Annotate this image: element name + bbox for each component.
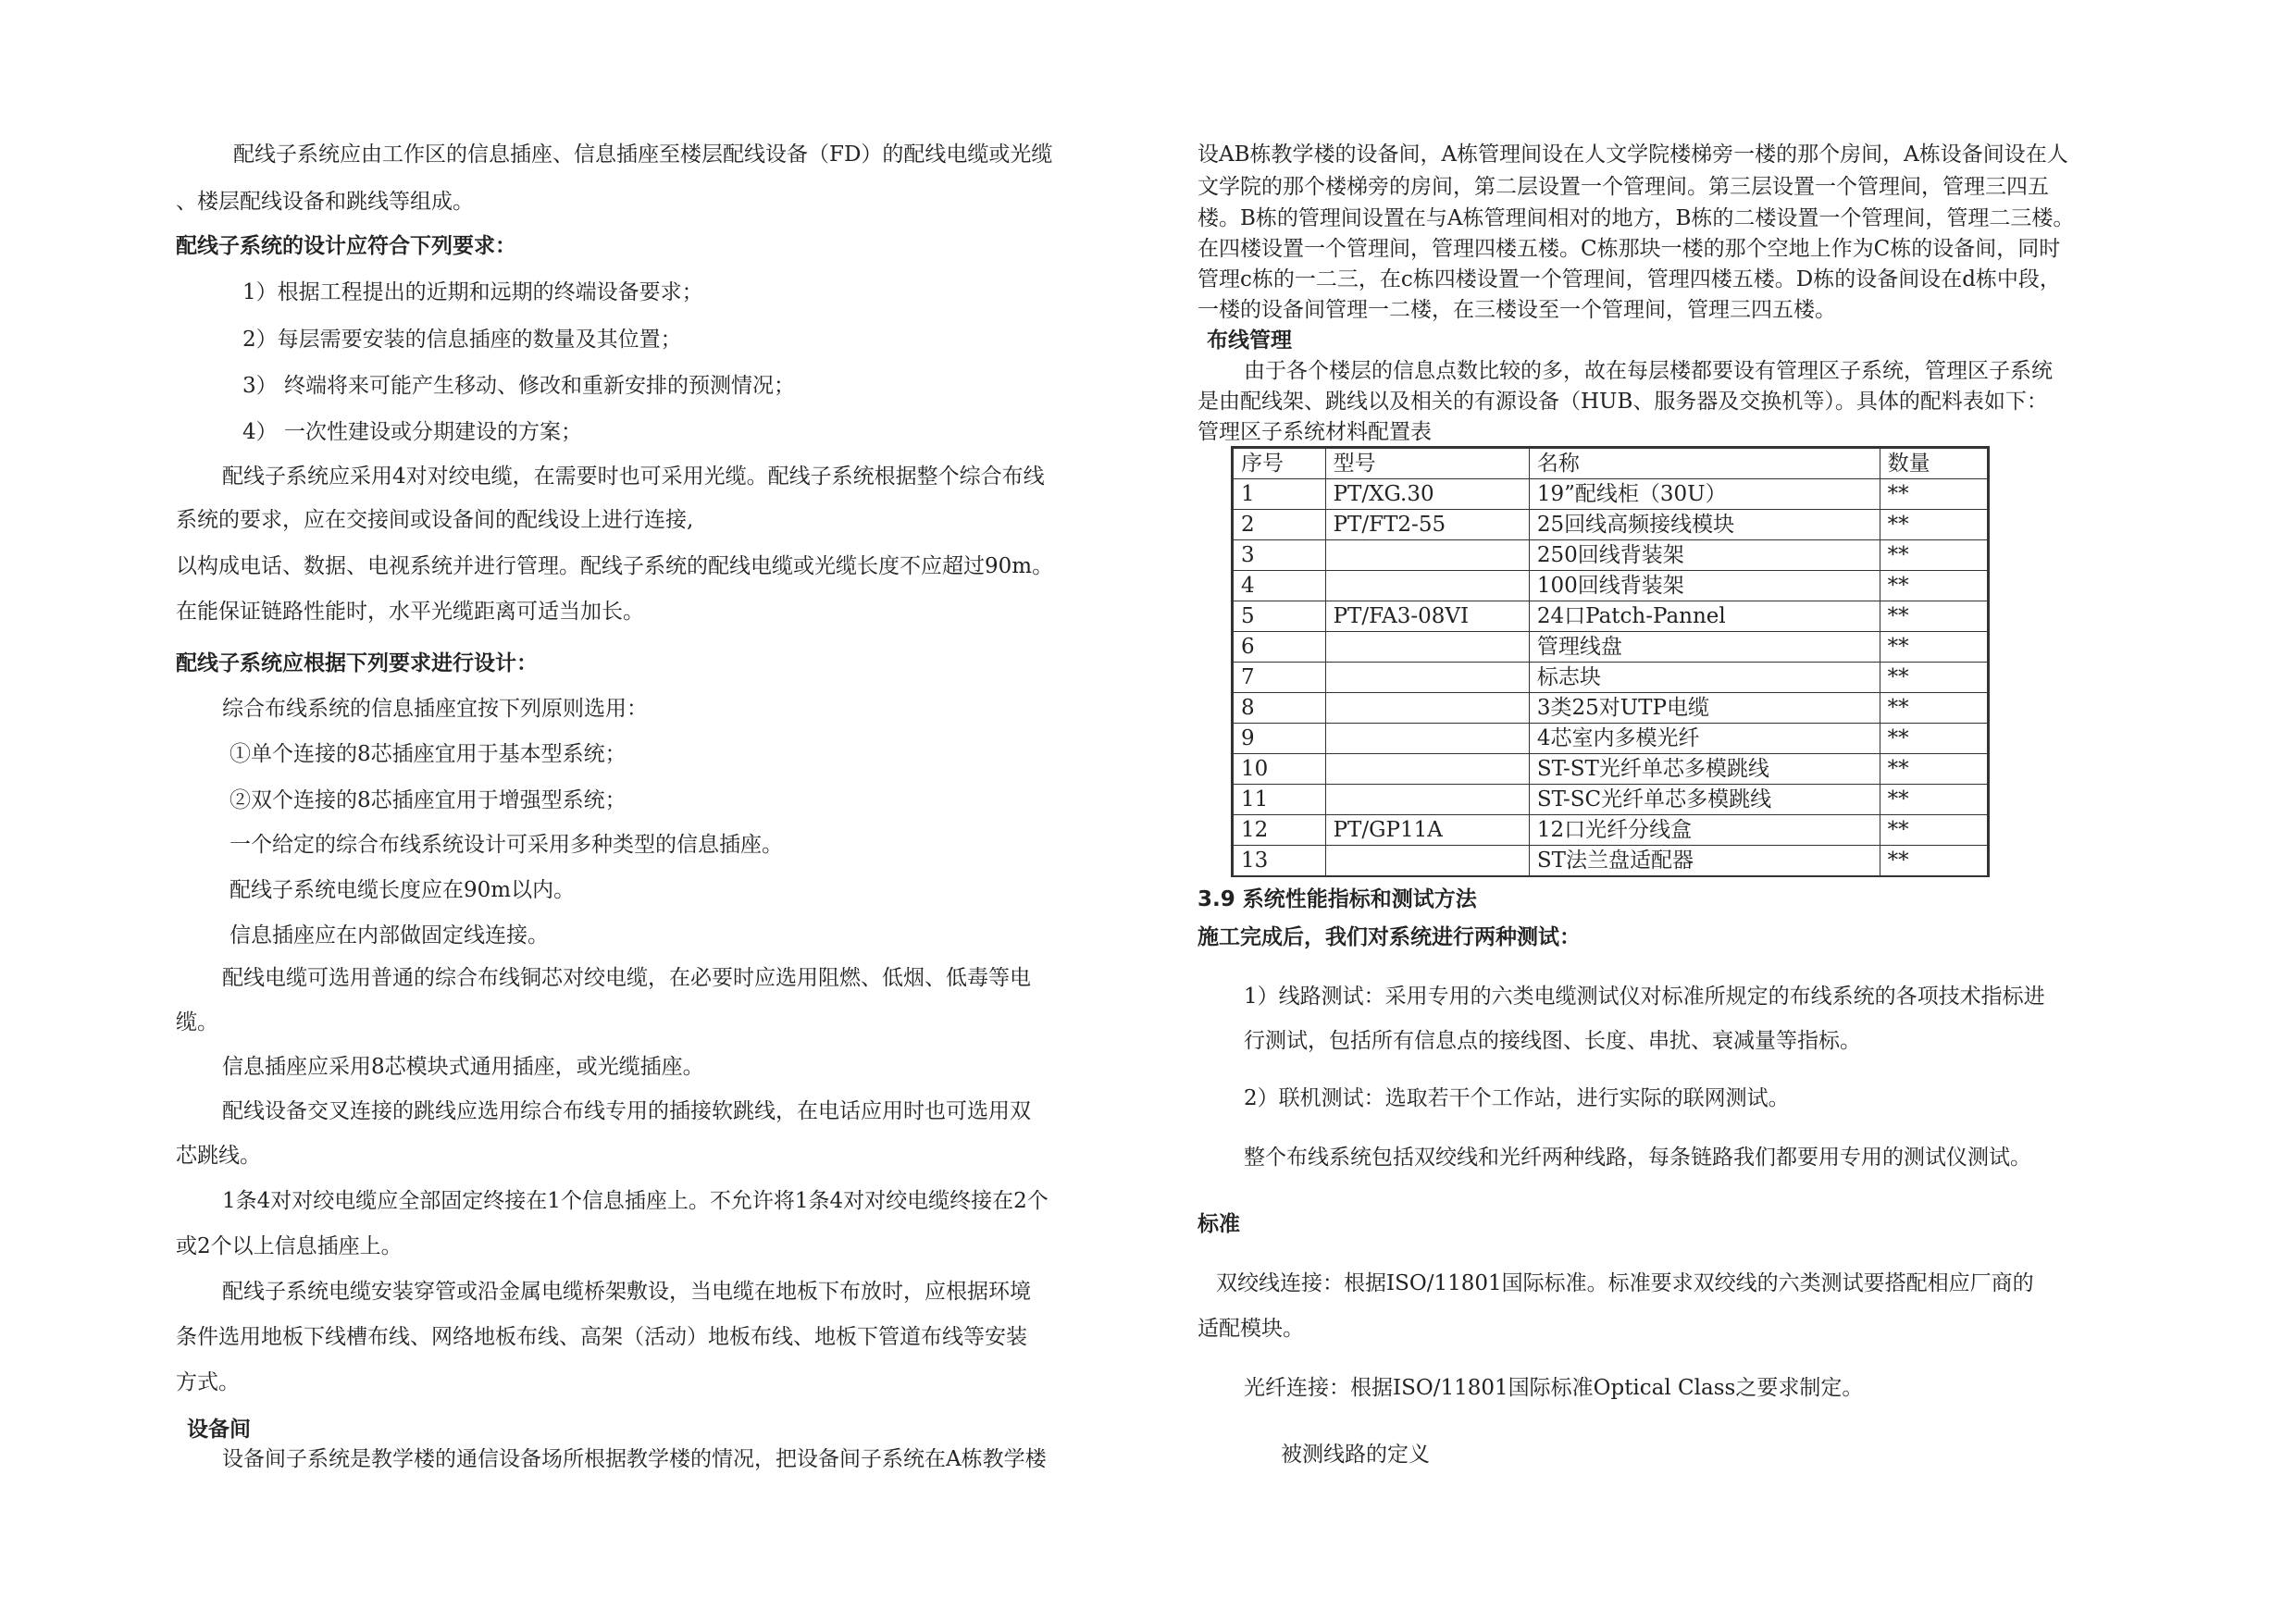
paragraph-line: 设备间子系统是教学楼的通信设备场所根据教学楼的情况，把设备间子系统在A栋教学楼 [222,1447,1047,1471]
paragraph-line: 被测线路的定义 [1281,1443,1430,1467]
paragraph-line: 在四楼设置一个管理间，管理四楼五楼。C栋那块一楼的那个空地上作为C栋的设备间，同时 [1198,237,2061,261]
materials-table [1231,446,1990,877]
cell-model [1325,785,1529,815]
paragraph-line: 信息插座应采用8芯模块式通用插座，或光缆插座。 [222,1055,704,1079]
cell-quantity: ** [1880,510,1988,540]
list-item: 1）线路测试：采用专用的六类电缆测试仪对标准所规定的布线系统的各项技术指标进 [1244,985,2045,1009]
paragraph-line: 在能保证链路性能时，水平光缆距离可适当加长。 [176,600,644,624]
paragraph-line: 由于各个楼层的信息点数比较的多，故在每层楼都要设有管理区子系统，管理区子系统 [1244,359,2053,383]
table-row [1233,663,1989,693]
cell-name: 19”配线柜（30U） [1529,479,1880,510]
paragraph-line: 配线子系统电缆安装穿管或沿金属电缆桥架敷设，当电缆在地板下布放时，应根据环境 [222,1280,1031,1304]
cell-name: ST-ST光纤单芯多模跳线 [1529,754,1880,785]
paragraph-line: 1条4对对绞电缆应全部固定终接在1个信息插座上。不允许将1条4对对绞电缆终接在2个 [222,1189,1049,1213]
cell-index: 6 [1233,632,1326,663]
paragraph-line: 、楼层配线设备和跳线等组成。 [176,190,474,214]
cell-index: 4 [1233,571,1326,601]
cell-quantity: ** [1880,846,1988,877]
list-item: ①单个连接的8芯插座宜用于基本型系统； [230,742,627,766]
cell-quantity: ** [1880,540,1988,571]
table-caption: 管理区子系统材料配置表 [1198,420,1432,444]
table-row [1233,754,1989,785]
table-row [1233,510,1989,540]
cell-model [1325,724,1529,754]
cell-name: 100回线背装架 [1529,571,1880,601]
list-item: 4） 一次性建设或分期建设的方案； [242,420,582,444]
cell-index: 13 [1233,846,1326,877]
cell-model [1325,632,1529,663]
table-row [1233,571,1989,601]
table-row [1233,540,1989,571]
cell-quantity: ** [1880,479,1988,510]
table-row [1233,632,1989,663]
paragraph-line: 配线电缆可选用普通的综合布线铜芯对绞电缆，在必要时应选用阻燃、低烟、低毒等电 [222,966,1031,990]
cell-index: 1 [1233,479,1326,510]
paragraph-line: 信息插座应在内部做固定线连接。 [230,923,549,948]
cell-quantity: ** [1880,815,1988,846]
paragraph-line: 系统的要求，应在交接间或设备间的配线设上进行连接, [176,508,694,532]
paragraph-line: 适配模块。 [1198,1317,1304,1341]
list-item: 行测试，包括所有信息点的接线图、长度、串扰、衰减量等指标。 [1244,1029,1861,1053]
table-row [1233,815,1989,846]
cell-name: 24口Patch-Pannel [1529,601,1880,632]
paragraph-line: 配线子系统应由工作区的信息插座、信息插座至楼层配线设备（FD）的配线电缆或光缆 [233,142,1053,167]
paragraph-line: 以构成电话、数据、电视系统并进行管理。配线子系统的配线电缆或光缆长度不应超过90m。 [176,554,1054,578]
section-heading: 配线子系统的设计应符合下列要求： [176,234,516,258]
paragraph-line: 双绞线连接：根据ISO/11801国际标准。标准要求双绞线的六类测试要搭配相应厂商的 [1216,1271,2034,1295]
section-heading: 标准 [1198,1212,1240,1236]
cell-index: 10 [1233,754,1326,785]
list-item: 2）联机测试：选取若干个工作站，进行实际的联网测试。 [1244,1086,1790,1110]
cell-quantity: ** [1880,785,1988,815]
paragraph-line: 设AB栋教学楼的设备间，A栋管理间设在人文学院楼梯旁一楼的那个房间，A栋设备间设在人 [1198,142,2068,167]
cell-name: 标志块 [1529,663,1880,693]
paragraph-line: 整个布线系统包括双绞线和光纤两种线路，每条链路我们都要用专用的测试仪测试。 [1244,1146,2031,1170]
cell-model [1325,754,1529,785]
cell-index: 5 [1233,601,1326,632]
section-heading: 布线管理 [1207,328,1292,353]
cell-name: 250回线背装架 [1529,540,1880,571]
table-row [1233,693,1989,724]
header-cell-name: 名称 [1529,448,1880,479]
table-row [1233,479,1989,510]
cell-name: 25回线高频接线模块 [1529,510,1880,540]
list-item: 1）根据工程提出的近期和远期的终端设备要求； [242,280,703,304]
cell-model [1325,663,1529,693]
cell-index: 12 [1233,815,1326,846]
paragraph-line: 是由配线架、跳线以及相关的有源设备（HUB、服务器及交换机等）。具体的配料表如下： [1198,390,2048,414]
cell-quantity: ** [1880,693,1988,724]
paragraph-line: 配线子系统应采用4对对绞电缆，在需要时也可采用光缆。配线子系统根据整个综合布线 [222,465,1045,489]
paragraph-line: 缆。 [176,1010,218,1035]
section-heading: 施工完成后，我们对系统进行两种测试： [1198,925,1581,949]
cell-name: 12口光纤分线盒 [1529,815,1880,846]
cell-name: ST法兰盘适配器 [1529,846,1880,877]
cell-index: 2 [1233,510,1326,540]
paragraph-line: 配线设备交叉连接的跳线应选用综合布线专用的插接软跳线，在电话应用时也可选用双 [222,1099,1031,1123]
paragraph-line: 管理c栋的一二三，在c栋四楼设置一个管理间，管理四楼五楼。D栋的设备间设在d栋中段， [1198,267,2061,291]
paragraph-line: 光纤连接：根据ISO/11801国际标准Optical Class之要求制定。 [1244,1376,1864,1400]
paragraph-line: 配线子系统电缆长度应在90m以内。 [230,878,576,902]
paragraph-line: 综合布线系统的信息插座宜按下列原则选用： [222,697,648,721]
header-cell-quantity: 数量 [1880,448,1988,479]
cell-quantity: ** [1880,754,1988,785]
cell-quantity: ** [1880,663,1988,693]
table-header-row [1233,448,1989,479]
cell-model [1325,540,1529,571]
cell-model: PT/GP11A [1325,815,1529,846]
paragraph-line: 一楼的设备间管理一二楼，在三楼设至一个管理间，管理三四五楼。 [1198,298,1836,322]
cell-model: PT/FA3-08VI [1325,601,1529,632]
paragraph-line: 楼。B栋的管理间设置在与A栋管理间相对的地方，B栋的二楼设置一个管理间，管理二三楼。 [1198,206,2075,230]
paragraph-line: 一个给定的综合布线系统设计可采用多种类型的信息插座。 [230,833,783,857]
header-cell-index: 序号 [1233,448,1326,479]
cell-quantity: ** [1880,571,1988,601]
cell-index: 9 [1233,724,1326,754]
paragraph-line: 或2个以上信息插座上。 [176,1234,403,1258]
cell-model [1325,693,1529,724]
cell-name: 3类25对UTP电缆 [1529,693,1880,724]
table-row [1233,785,1989,815]
section-heading: 3.9 系统性能指标和测试方法 [1198,887,1477,911]
section-heading: 配线子系统应根据下列要求进行设计： [176,651,538,675]
cell-quantity: ** [1880,724,1988,754]
paragraph-line: 芯跳线。 [176,1144,261,1168]
cell-quantity: ** [1880,601,1988,632]
cell-model: PT/FT2-55 [1325,510,1529,540]
cell-model [1325,846,1529,877]
table-row [1233,846,1989,877]
section-heading: 设备间 [187,1418,251,1442]
cell-index: 3 [1233,540,1326,571]
cell-name: ST-SC光纤单芯多模跳线 [1529,785,1880,815]
paragraph-line: 条件选用地板下线槽布线、网络地板布线、高架（活动）地板布线、地板下管道布线等安装 [176,1325,1027,1349]
paragraph-line: 方式。 [176,1370,240,1394]
list-item: 3） 终端将来可能产生移动、修改和重新安排的预测情况； [242,374,795,398]
paragraph-line: 文学院的那个楼梯旁的房间，第二层设置一个管理间。第三层设置一个管理间，管理三四五 [1198,175,2049,199]
cell-model: PT/XG.30 [1325,479,1529,510]
cell-index: 7 [1233,663,1326,693]
list-item: 2）每层需要安装的信息插座的数量及其位置； [242,328,682,352]
materials-table-body [1233,448,1989,877]
header-cell-model: 型号 [1325,448,1529,479]
table-row [1233,601,1989,632]
cell-index: 8 [1233,693,1326,724]
table-row [1233,724,1989,754]
cell-name: 4芯室内多模光纤 [1529,724,1880,754]
cell-model [1325,571,1529,601]
cell-quantity: ** [1880,632,1988,663]
list-item: ②双个连接的8芯插座宜用于增强型系统； [230,788,627,812]
cell-index: 11 [1233,785,1326,815]
cell-name: 管理线盘 [1529,632,1880,663]
